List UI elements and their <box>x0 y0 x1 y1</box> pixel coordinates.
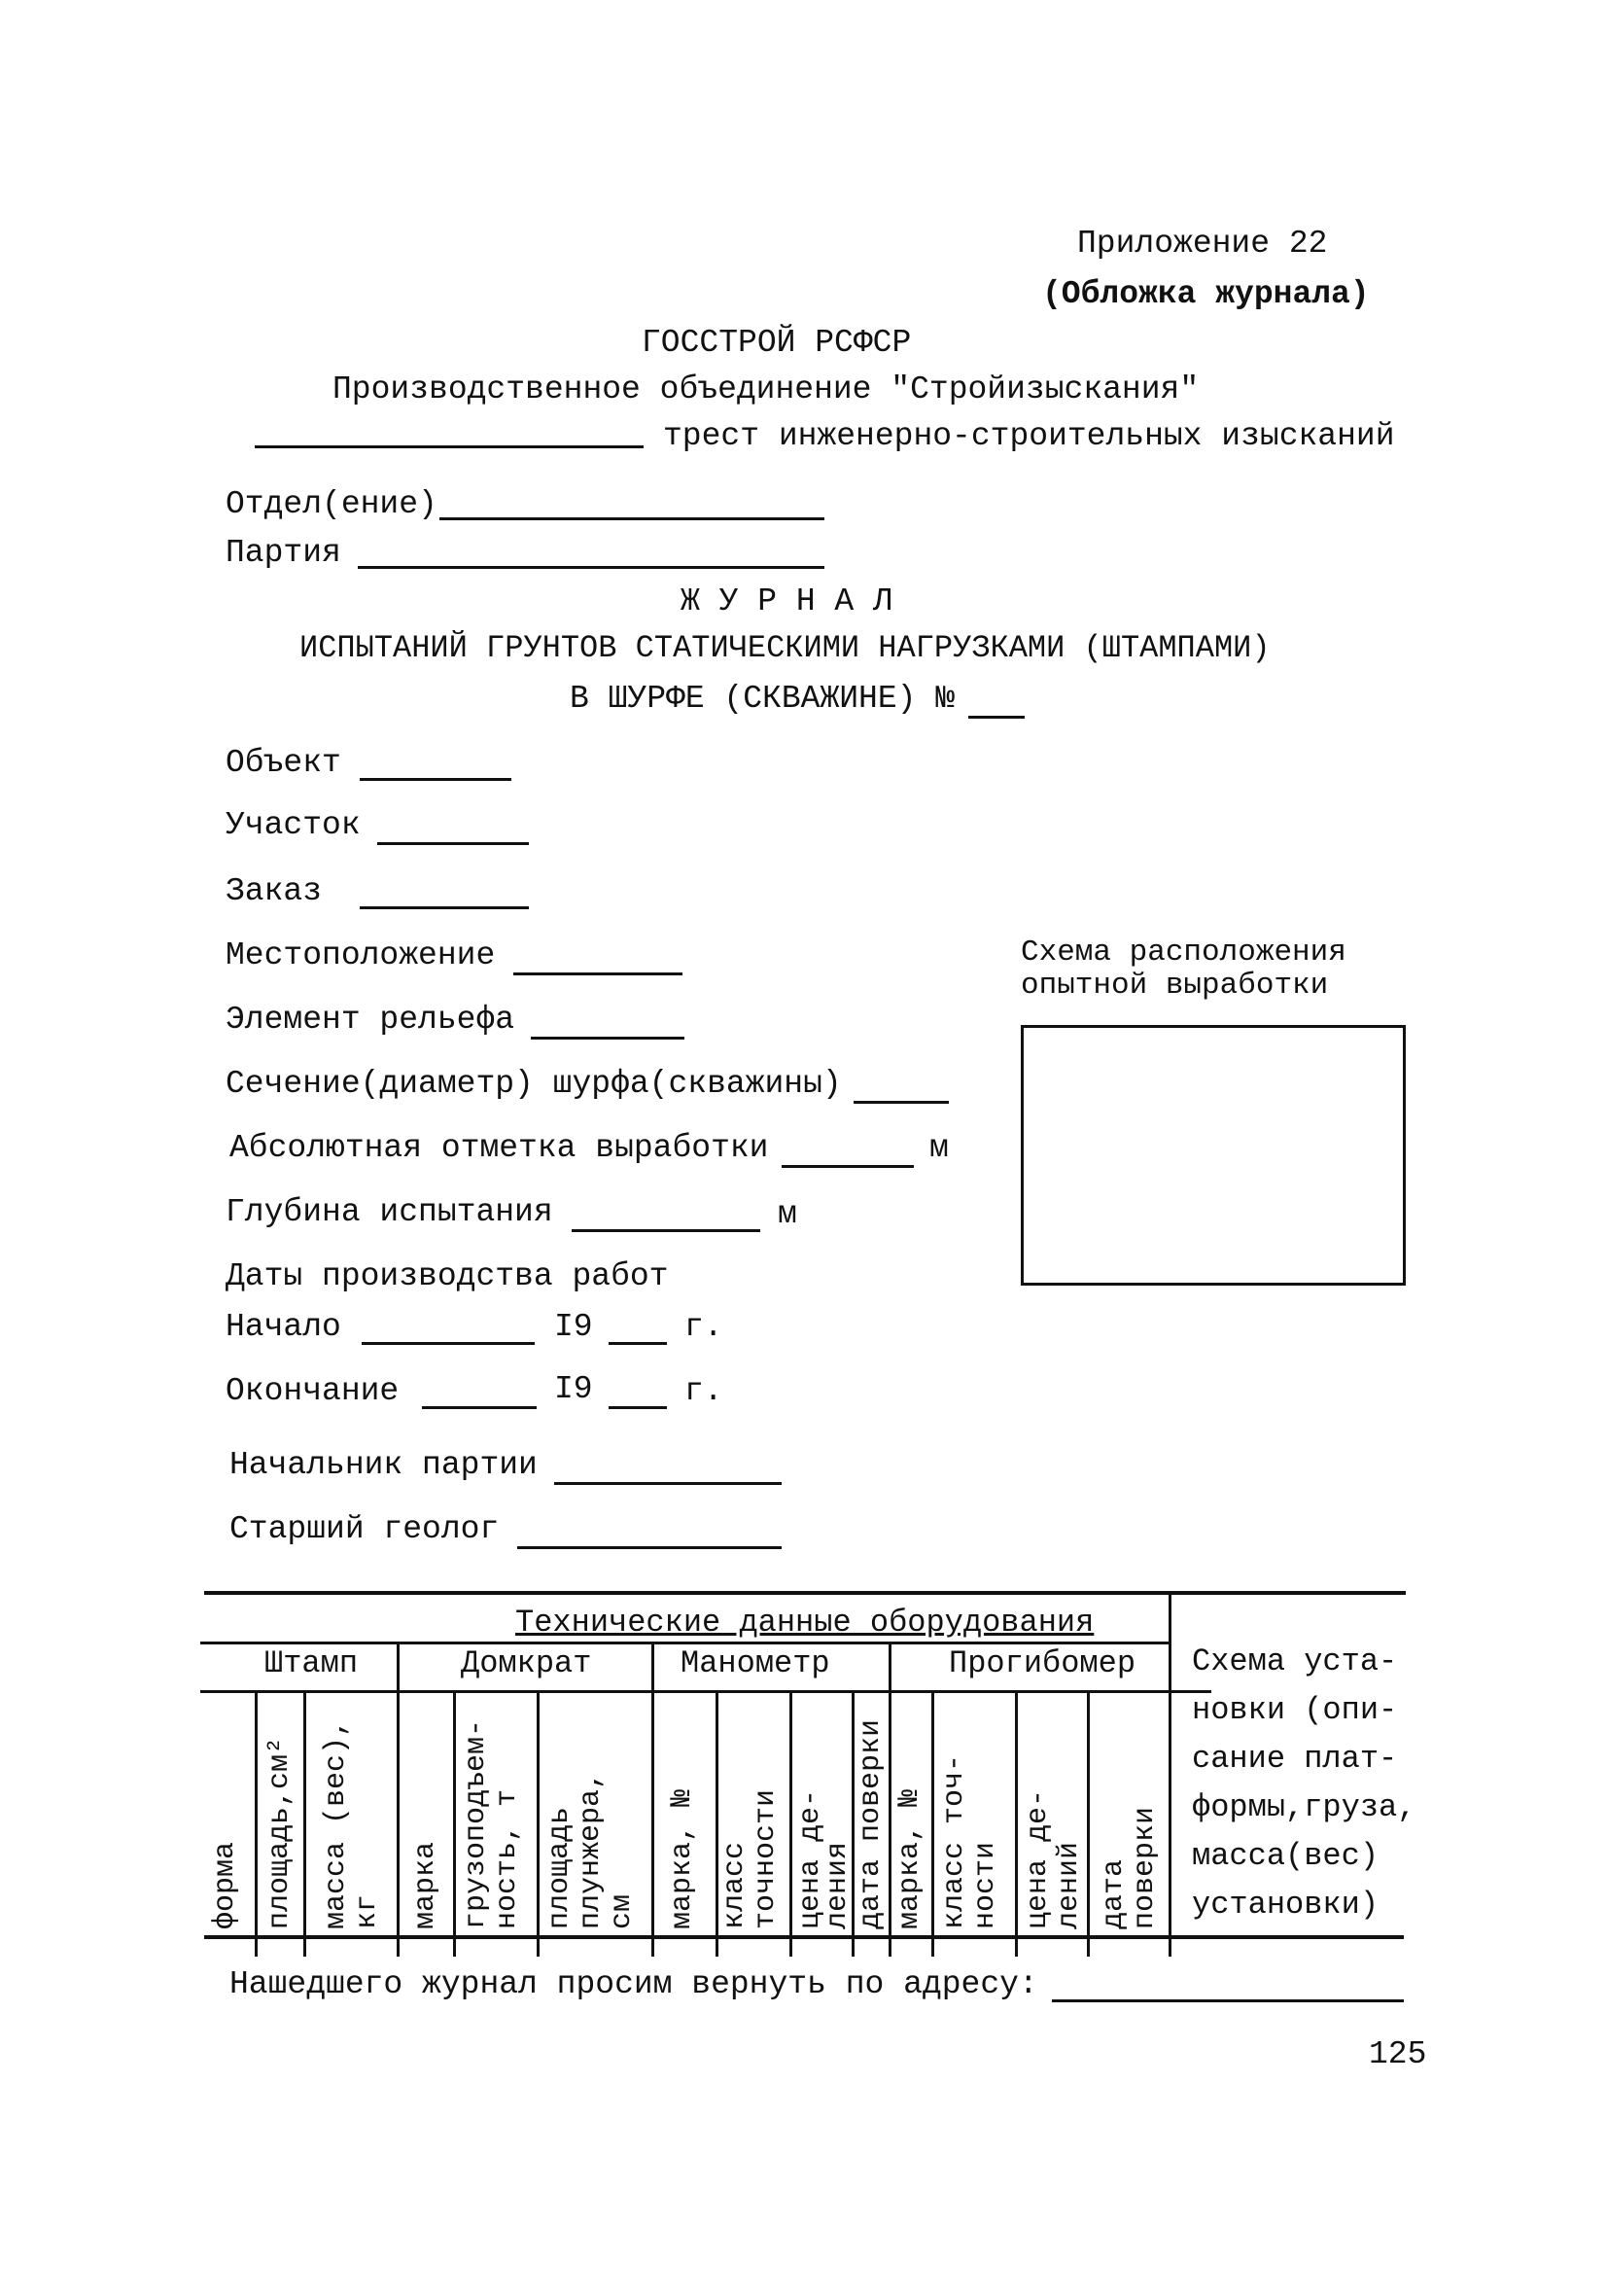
start-year-blank <box>609 1342 667 1345</box>
col-progib-accuracy-2: ности <box>969 1841 1002 1929</box>
department-label: Отдел(ение) <box>226 486 437 522</box>
end-year-blank <box>609 1406 667 1409</box>
return-address-blank <box>1052 1999 1404 2002</box>
department-blank <box>439 517 824 520</box>
table-vline <box>1015 1690 1018 1957</box>
senior-geologist-label: Старший геолог <box>229 1511 500 1547</box>
table-vline <box>789 1690 792 1957</box>
party-label: Партия <box>226 535 341 571</box>
appendix-label: Приложение 22 <box>1077 226 1328 262</box>
journal-title: Ж У Р Н А Л <box>681 583 892 619</box>
depth-blank <box>572 1229 760 1232</box>
col-area: площадь,см² <box>263 1736 297 1929</box>
group-manometr: Манометр <box>681 1645 830 1681</box>
group-progibomer: Прогибомер <box>949 1645 1136 1681</box>
depth-unit: м <box>778 1196 797 1232</box>
journal-subtitle: ИСПЫТАНИЙ ГРУНТОВ СТАТИЧЕСКИМИ НАГРУЗКАМИ (ШТАМПАМИ) <box>299 630 1271 666</box>
col-progib-accuracy-1: класс точ- <box>938 1753 971 1929</box>
scheme-title-line1: Схема расположения <box>1021 936 1346 970</box>
trust-blank <box>255 445 644 448</box>
col-capacity-2: ность, т <box>491 1788 524 1929</box>
table-caption: Технические данные оборудования <box>515 1605 1095 1641</box>
cover-note: (Обложка журнала) <box>1042 276 1370 312</box>
col-plunger-2: плунжера, <box>575 1771 608 1929</box>
party-chief-label: Начальник партии <box>229 1447 538 1483</box>
col-progib-mark: марка, № <box>893 1788 926 1929</box>
group-domkrat: Домкрат <box>461 1645 592 1681</box>
col-division-1: цена де- <box>794 1788 827 1929</box>
end-label: Окончание <box>226 1373 400 1409</box>
col-accuracy-2: точности <box>750 1788 783 1929</box>
party-chief-blank <box>554 1482 782 1485</box>
diameter-blank <box>854 1101 949 1104</box>
col-plunger-3: см <box>606 1893 639 1929</box>
end-year-prefix: I9 <box>554 1371 593 1407</box>
section-label: Участок <box>226 807 361 843</box>
table-vline <box>1087 1690 1090 1957</box>
section-blank <box>377 842 529 845</box>
diameter-label: Сечение(диаметр) шурфа(скважины) <box>226 1066 842 1102</box>
scheme-box <box>1021 1025 1406 1286</box>
abs-mark-blank <box>782 1165 914 1168</box>
table-vline <box>651 1642 654 1957</box>
col-progib-date-1: дата <box>1098 1858 1131 1929</box>
install-scheme-line3: сание плат- <box>1192 1741 1398 1777</box>
start-year-prefix: I9 <box>554 1309 593 1345</box>
table-bottom-line <box>204 1935 1404 1939</box>
association-name: Производственное объединение "Стройизыскания" <box>332 371 1200 407</box>
table-group-line <box>200 1642 1170 1644</box>
install-scheme-line4: формы,груза, <box>1192 1789 1416 1825</box>
table-vline <box>397 1642 400 1957</box>
table-vline <box>537 1690 540 1957</box>
table-vline <box>255 1690 258 1957</box>
col-domkrat-mark: марка <box>409 1841 442 1929</box>
page-number: 125 <box>1369 2036 1427 2072</box>
group-shtamp: Штамп <box>264 1645 359 1681</box>
scheme-title-line2: опытной выработки <box>1021 969 1329 1003</box>
install-scheme-line6: установки) <box>1192 1887 1380 1923</box>
table-vline <box>303 1690 306 1957</box>
org-name: ГОССТРОЙ РСФСР <box>642 325 912 361</box>
object-blank <box>360 778 511 781</box>
trust-name: трест инженерно-строительных изысканий <box>663 418 1395 454</box>
table-top-line <box>204 1591 1406 1595</box>
journal-location: В ШУРФЕ (СКВАЖИНЕ) № <box>570 681 956 717</box>
dates-label: Даты производства работ <box>226 1258 669 1294</box>
col-progib-division-1: цена де- <box>1022 1788 1055 1929</box>
end-date-blank <box>422 1406 537 1409</box>
number-blank <box>968 716 1025 719</box>
col-mass: масса (вес), кг <box>320 1718 384 1929</box>
location-label: Местоположение <box>226 937 496 973</box>
senior-geologist-blank <box>517 1546 782 1549</box>
col-progib-date-2: поверки <box>1129 1806 1162 1929</box>
relief-label: Элемент рельефа <box>226 1002 515 1038</box>
start-label: Начало <box>226 1309 341 1345</box>
col-capacity-1: грузоподъем- <box>460 1718 493 1929</box>
abs-mark-label: Абсолютная отметка выработки <box>229 1130 769 1166</box>
table-subheader-line <box>200 1690 1211 1693</box>
depth-label: Глубина испытания <box>226 1194 553 1230</box>
col-plunger-1: площадь <box>543 1806 576 1929</box>
relief-blank <box>531 1037 684 1040</box>
col-division-2: ления <box>821 1841 855 1929</box>
end-year-suffix: г. <box>684 1373 723 1409</box>
location-blank <box>513 972 682 975</box>
col-accuracy-1: класс <box>718 1841 751 1929</box>
install-scheme-line2: новки (опи- <box>1192 1692 1398 1728</box>
party-blank <box>358 566 824 569</box>
start-date-blank <box>362 1342 535 1345</box>
return-note: Нашедшего журнал просим вернуть по адресу: <box>229 1966 1038 2002</box>
object-label: Объект <box>226 745 341 781</box>
start-year-suffix: г. <box>684 1309 723 1345</box>
table-vline <box>1169 1591 1171 1957</box>
order-label: Заказ <box>226 873 323 909</box>
table-vline <box>453 1690 456 1957</box>
col-calibration: дата поверки <box>855 1718 888 1929</box>
order-blank <box>360 906 529 909</box>
col-manometr-mark: марка, № <box>666 1788 699 1929</box>
install-scheme-line1: Схема уста- <box>1192 1643 1398 1679</box>
col-forma: форма <box>209 1841 242 1929</box>
table-vline <box>931 1690 934 1957</box>
abs-mark-unit: м <box>929 1130 949 1166</box>
table-vline <box>889 1642 891 1957</box>
install-scheme-line5: масса(вес) <box>1192 1838 1380 1874</box>
col-progib-division-2: лений <box>1053 1841 1086 1929</box>
